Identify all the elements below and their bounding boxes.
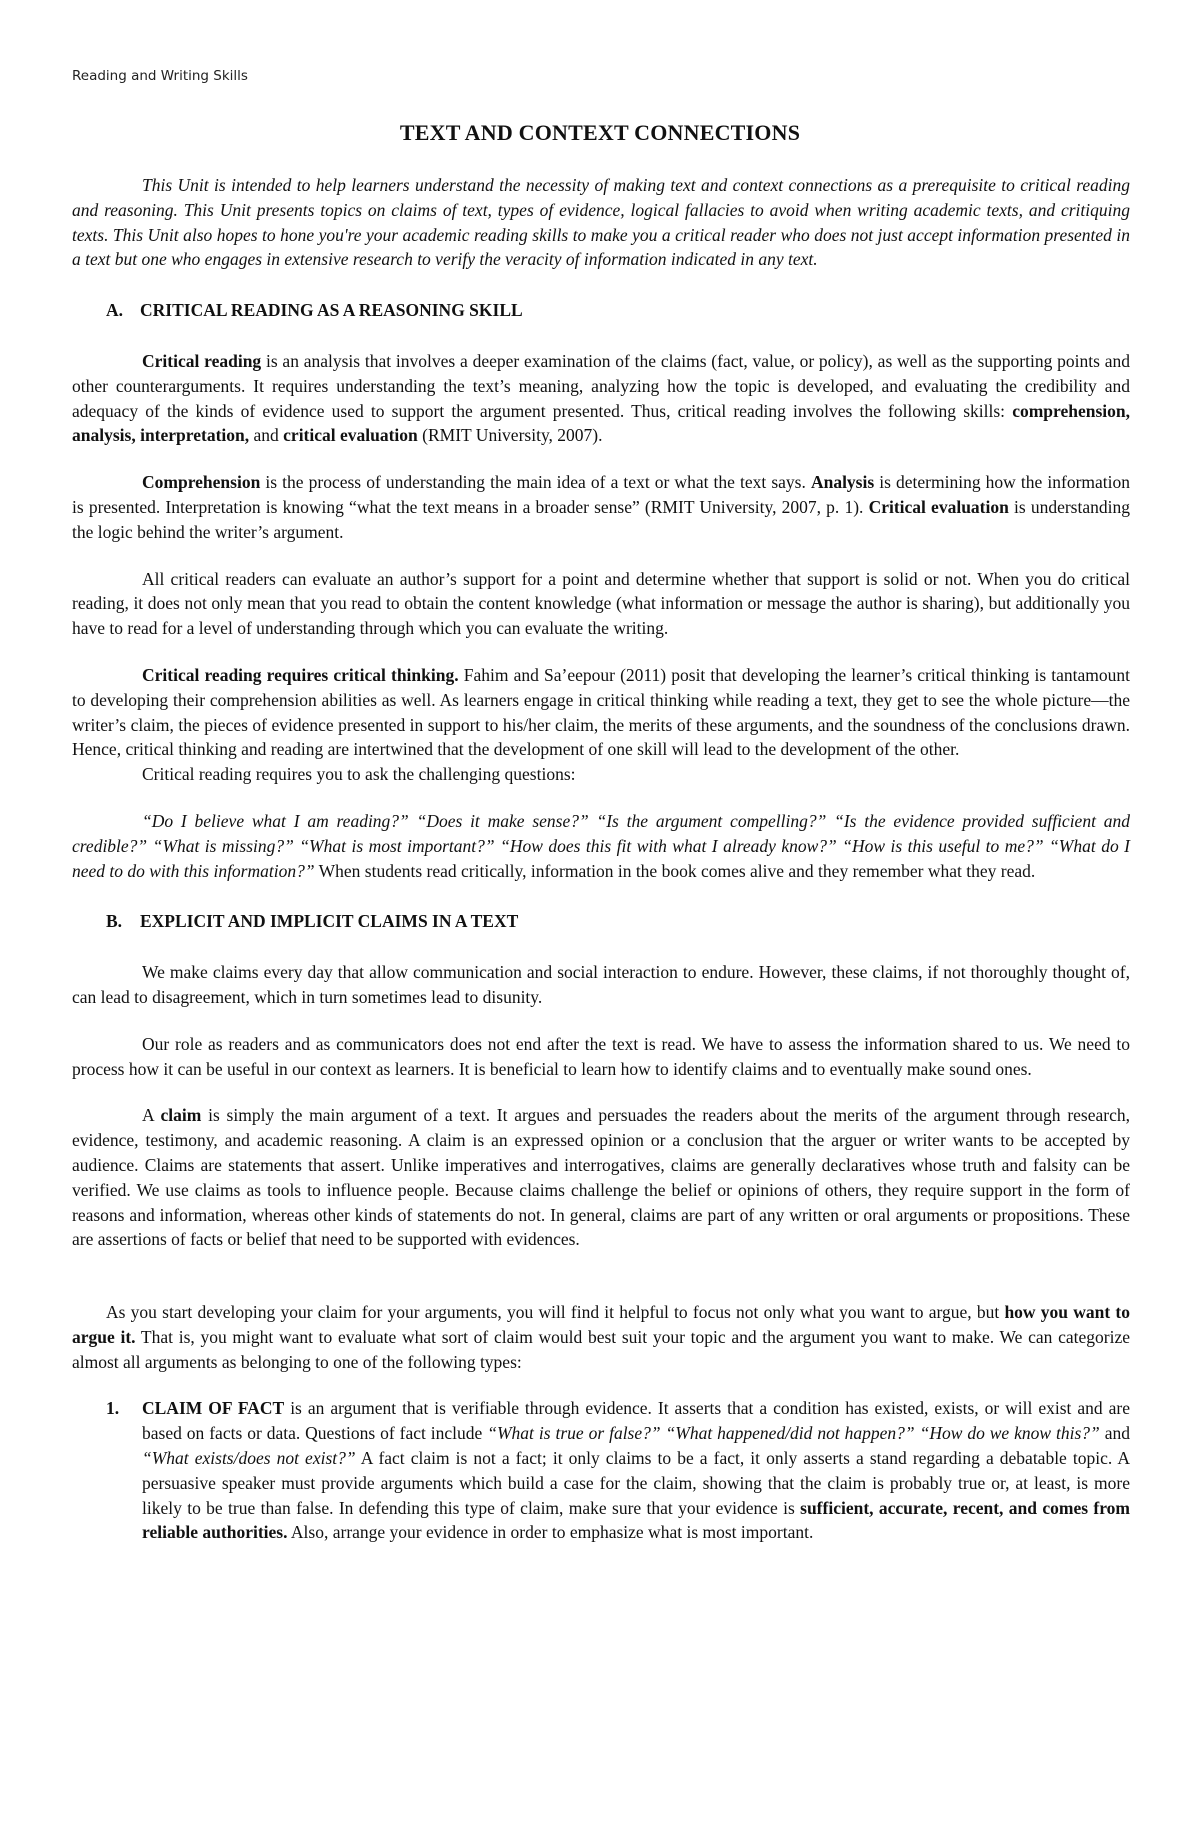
skill-critical-evaluation: critical evaluation: [283, 425, 418, 446]
list-number: 1.: [106, 1398, 120, 1419]
section-a-paragraph-5: Critical reading requires you to ask the challenging questions:: [142, 764, 576, 785]
paragraph-text: is determining how the information is presented. Interpretation is knowing “what the text means in a broader sense” (RMIT University, 2007, p. 1).: [72, 472, 1130, 517]
paragraph-text: Also, arrange your evidence in order to emphasize what is most important.: [287, 1522, 814, 1543]
section-a-paragraph-3: All critical readers can evaluate an author’s support for a point and determine whether that support is solid or not. When you do critical reading, it does not only mean that you read to obtain the content knowledge (what information or message the author is sharing), but additionally you have to read for a level of understanding through which you can evaluate the writing.: [72, 568, 1130, 639]
claim-of-fact-text: [142, 1396, 1130, 1545]
running-header: Reading and Writing Skills: [72, 68, 248, 84]
section-b-paragraph-3: [72, 1103, 1130, 1252]
section-a-paragraph-2: [72, 470, 1130, 544]
paragraph-text: A fact claim is not a fact; it only claims to be a fact, it only asserts a stand regarding a debatable topic. A persuasive speaker must provide arguments which build a case for the claim, showing that the claim is probably true or, at least, is more likely to be true than false. In defending this type of claim, make sure that your evidence is: [142, 1448, 1130, 1518]
section-a-heading: [106, 298, 1130, 323]
paragraph-text: When students read critically, information in the book comes alive and they remember what they read.: [314, 860, 1036, 881]
paragraph-text: and: [1099, 1423, 1130, 1444]
paragraph-text: is an argument that is verifiable through evidence. It asserts that a condition has existed, exists, or will exist and are based on facts or data. Questions of fact include: [142, 1398, 1130, 1444]
citation-text: (RMIT University, 2007).: [417, 425, 603, 446]
paragraph-text: As you start developing your claim for your arguments, you will find it helpful to focus not only what you want to argue, but: [106, 1302, 1005, 1323]
intro-paragraph: This Unit is intended to help learners understand the necessity of making text and context connections as a prerequisite to critical reading and reasoning. This Unit presents topics on claims of text, types of evidence, logical fallacies to avoid when writing academic texts, and critiquing texts. This Unit also hopes to hone you're your academic reading skills to make you a critical reader who does not just accept information presented in a text but one who engages in extensive research to verify the veracity of information indicated in any text.: [72, 175, 1130, 270]
document-body: [72, 173, 1130, 1545]
section-b-paragraph-4: [72, 1300, 1130, 1374]
challenging-questions: “Do I believe what I am reading?” “Does it make sense?” “Is the argument compelling?” “Is the evidence provided sufficient and credible?” “What is missing?” “What is most important?” “How does this fit with what I already know?” “How is this useful to me?” “What do I need to do with this information?”: [72, 810, 1130, 881]
paragraph-text: is an analysis that involves a deeper examination of the claims (fact, value, or policy), as well as the supporting points and other counterarguments. It requires understanding the text’s meaning, analyzing how the topic is developed, and evaluating the credibility and adequacy of the kinds of evidence used to support the argument presented. Thus, critical reading involves the following skills:: [72, 350, 1130, 421]
fact-questions: “What is true or false?” “What happened/did not happen?” “How do we know this?”: [487, 1423, 1100, 1444]
section-a-paragraph-4: [72, 663, 1130, 762]
section-b-paragraph-1: We make claims every day that allow communication and social interaction to endure. However, these claims, if not thoroughly thought of, can lead to disagreement, which in turn sometimes lead to disunity.: [72, 962, 1130, 1007]
paragraph-text: is simply the main argument of a text. It argues and persuades the readers about the merits of the argument through research, evidence, testimony, and academic reasoning. A claim is an expressed opinion or a conclusion that the arguer or writer wants to be accepted by audience. Claims are statements that assert. Unlike imperatives and interrogatives, claims are generally declaratives whose truth and falsity can be verified. We use claims as tools to influence people. Because claims challenge the belief or opinions of others, they require support in the form of reasons and information, whereas other kinds of statements do not. In general, claims are part of any written or oral arguments or propositions. These are assertions of facts or belief that need to be supported with evidences.: [72, 1105, 1130, 1250]
term-analysis: Analysis: [810, 472, 875, 493]
section-b-letter: B.: [106, 911, 123, 932]
section-b-paragraph-2: Our role as readers and as communicators does not end after the text is read. We have to assess the information shared to us. We need to process how it can be useful in our context as learners. It is beneficial to learn how to identify claims and to eventually make sound ones.: [72, 1033, 1130, 1079]
section-b-heading: [106, 909, 1130, 934]
page-title: TEXT AND CONTEXT CONNECTIONS: [399, 120, 801, 145]
paragraph-text: That is, you might want to evaluate what sort of claim would best suit your topic and the argument you want to make. We can categorize almost all arguments as belonging to one of the following types:: [72, 1326, 1130, 1372]
paragraph-text: Fahim and Sa’eepour (2011) posit that developing the learner’s critical thinking is tantamount to developing their comprehension abilities as well. As learners engage in critical thinking while reading a text, they get to see the whole picture—the writer’s claim, the pieces of evidence presented in support to his/her claim, the merits of these arguments, and the soundness of the conclusions drawn. Hence, critical thinking and reading are intertwined that the development of one skill will lead to the development of the other.: [72, 664, 1131, 760]
paragraph-text: A: [142, 1105, 161, 1126]
term-critical-evaluation: Critical evaluation: [868, 496, 1009, 517]
paragraph-text: is the process of understanding the main idea of a text or what the text says.: [260, 472, 811, 493]
section-a-paragraph-6: [72, 809, 1130, 883]
section-a-paragraph-1: [72, 349, 1130, 448]
list-item: [72, 1396, 1130, 1545]
section-b-title: EXPLICIT AND IMPLICIT CLAIMS IN A TEXT: [140, 911, 519, 932]
term-comprehension: Comprehension: [142, 472, 261, 493]
term-critical-reading: Critical reading: [142, 350, 262, 371]
paragraph-text: and: [249, 425, 284, 446]
fact-question-exists: “What exists/does not exist?”: [142, 1448, 356, 1469]
paragraph-text: is understanding the logic behind the writer’s argument.: [72, 496, 1130, 542]
skills-list: comprehension, analysis, interpretation,: [72, 400, 1130, 446]
term-claim: claim: [160, 1105, 202, 1126]
how-you-want-to-argue: how you want to argue it.: [72, 1302, 1130, 1347]
lead-sentence: Critical reading requires critical thinking.: [142, 664, 459, 685]
section-a-title: CRITICAL READING AS A REASONING SKILL: [140, 300, 523, 321]
evidence-criteria: sufficient, accurate, recent, and comes from reliable authorities.: [142, 1497, 1130, 1543]
section-a-letter: A.: [106, 300, 124, 321]
term-claim-of-fact: CLAIM OF FACT: [142, 1398, 285, 1419]
